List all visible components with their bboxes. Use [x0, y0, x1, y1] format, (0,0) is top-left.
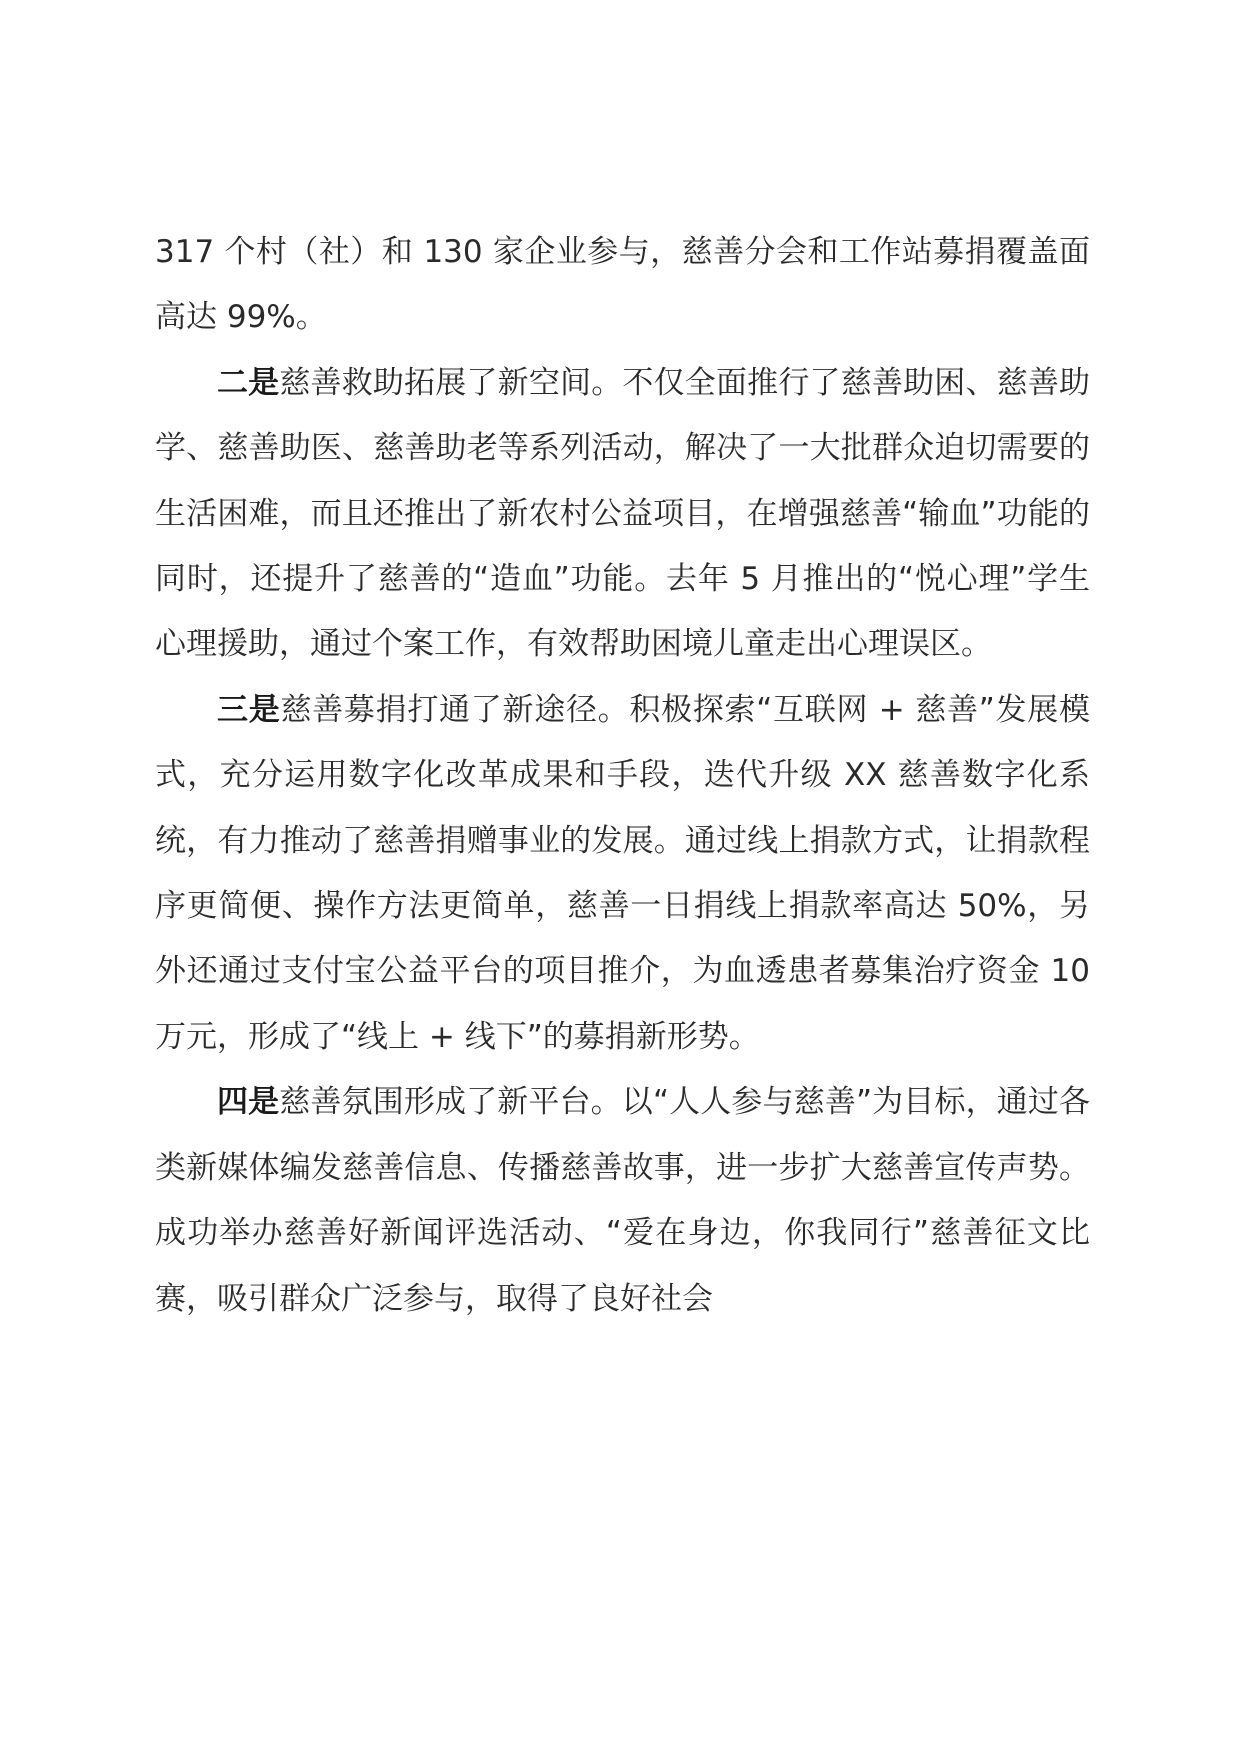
paragraph-continuation [155, 220, 1090, 351]
paragraph-lead: 二是 [217, 364, 280, 401]
paragraph-text: 慈善氛围形成了新平台。以“人人参与慈善”为目标，通过各类新媒体编发慈善信息、传播慈善故事，进一步扩大慈善宣传声势。成功举办慈善好新闻评选活动、“爱在身边，你我同行”慈善征文比赛，吸引群众广泛参与，取得了良好社会 [155, 1084, 1090, 1317]
paragraph-four [155, 1070, 1090, 1332]
paragraph-lead: 三是 [217, 691, 281, 728]
paragraph-lead: 四是 [217, 1084, 280, 1121]
paragraph-text: 317 个村（社）和 130 家企业参与，慈善分会和工作站募捐覆盖面高达 99%。 [155, 234, 1090, 336]
paragraph-text: 慈善募捐打通了新途径。积极探索“互联网 + 慈善”发展模式，充分运用数字化改革成果和手段，迭代升级 XX 慈善数字化系统，有力推动了慈善捐赠事业的发展。通过线上捐款方式，让捐款程序更简便、操作方法更简单，慈善一日捐线上捐款率高达 50%，另外还通过支付宝公益平台的项目推介，为血透患者募集治疗资金 10 万元，形成了“线上 + 线下”的募捐新形势。 [155, 691, 1090, 1055]
paragraph-three [155, 678, 1090, 1070]
document-body [155, 220, 1090, 1332]
paragraph-text: 慈善救助拓展了新空间。不仅全面推行了慈善助困、慈善助学、慈善助医、慈善助老等系列活动，解决了一大批群众迫切需要的生活困难，而且还推出了新农村公益项目，在增强慈善“输血”功能的同时，还提升了慈善的“造血”功能。去年 5 月推出的“悦心理”学生心理援助，通过个案工作，有效帮助困境儿童走出心理误区。 [155, 364, 1091, 663]
paragraph-two [155, 351, 1090, 678]
